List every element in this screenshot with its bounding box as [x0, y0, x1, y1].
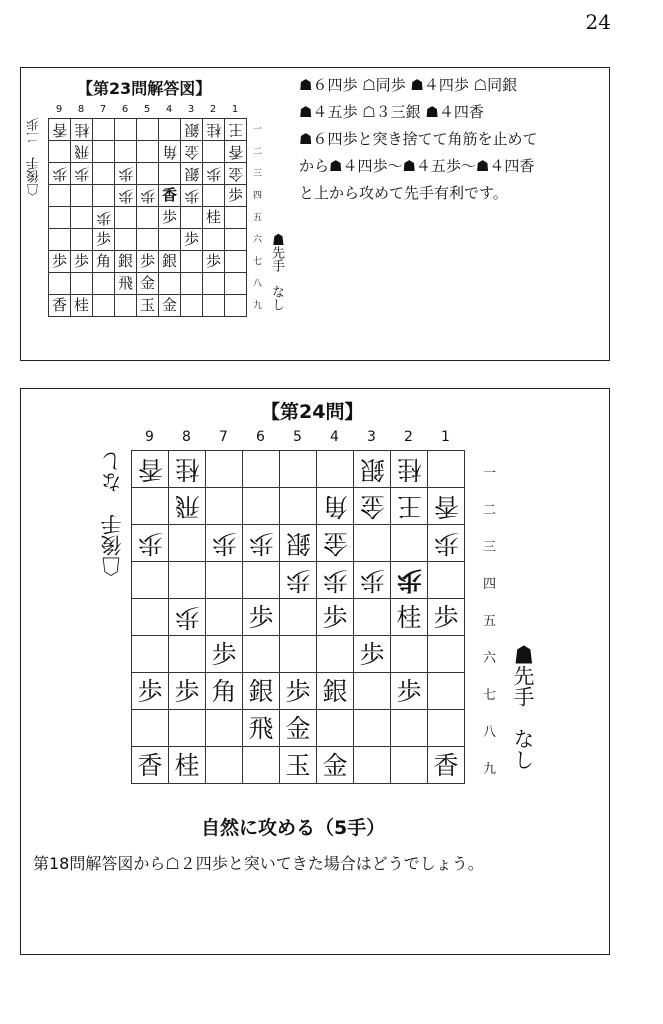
- gote-piece: 歩: [132, 525, 169, 562]
- sente-piece: 銀: [317, 673, 354, 710]
- empty-square: [317, 636, 354, 673]
- row-label: 九: [253, 301, 263, 311]
- gote-piece: 桂: [169, 451, 206, 488]
- sente-piece: 歩: [428, 599, 465, 636]
- row-label: 八: [253, 279, 263, 289]
- problem23-title: 【第23問解答図】: [77, 79, 212, 98]
- sente-piece: 銀: [115, 251, 137, 273]
- empty-square: [225, 251, 247, 273]
- sente-piece: 角: [206, 673, 243, 710]
- sente-piece: 金: [159, 295, 181, 317]
- empty-square: [391, 710, 428, 747]
- gote-piece: 歩: [71, 163, 93, 185]
- gote-piece: 王: [225, 119, 247, 141]
- empty-square: [115, 119, 137, 141]
- gote-piece: 飛: [169, 488, 206, 525]
- empty-square: [132, 599, 169, 636]
- empty-square: [181, 273, 203, 295]
- sente-piece: 玉: [137, 295, 159, 317]
- empty-square: [354, 599, 391, 636]
- sente-piece: 桂: [169, 747, 206, 784]
- empty-square: [225, 229, 247, 251]
- gote-piece: 歩: [137, 185, 159, 207]
- empty-square: [93, 185, 115, 207]
- gote-piece: 歩: [354, 562, 391, 599]
- column-label: 2: [209, 104, 217, 115]
- empty-square: [115, 141, 137, 163]
- gote-piece: 香: [428, 488, 465, 525]
- sente-piece: 飛: [243, 710, 280, 747]
- empty-square: [132, 562, 169, 599]
- empty-square: [115, 229, 137, 251]
- empty-square: [428, 562, 465, 599]
- gote-piece: 歩: [206, 525, 243, 562]
- row-label: 一: [253, 125, 263, 135]
- empty-square: [71, 229, 93, 251]
- gote-piece: 飛: [71, 141, 93, 163]
- row-label: 四: [253, 191, 263, 201]
- empty-square: [137, 163, 159, 185]
- empty-square: [181, 295, 203, 317]
- gote-piece: 銀: [181, 119, 203, 141]
- sente-piece: 歩: [132, 673, 169, 710]
- empty-square: [169, 710, 206, 747]
- empty-square: [354, 525, 391, 562]
- sente-piece: 歩: [317, 599, 354, 636]
- problem23-explanation-line: から☗４四歩～☗４五歩～☗４四香: [299, 157, 535, 175]
- column-label: 9: [55, 104, 63, 115]
- column-label: 4: [165, 104, 173, 115]
- empty-square: [132, 710, 169, 747]
- sente-piece: 金: [280, 710, 317, 747]
- gote-piece: 歩: [181, 185, 203, 207]
- board-rank: [132, 451, 465, 488]
- row-label: 三: [253, 169, 263, 179]
- empty-square: [49, 273, 71, 295]
- board-rank: [49, 119, 247, 141]
- board-rank: [132, 747, 465, 784]
- empty-square: [49, 229, 71, 251]
- board-rank: [49, 273, 247, 295]
- gote-piece: 角: [317, 488, 354, 525]
- column-label: 3: [367, 429, 376, 445]
- row-label: 三: [483, 539, 497, 555]
- gote-piece: 歩: [243, 525, 280, 562]
- problem23-board: [48, 118, 247, 317]
- gote-piece: 金: [181, 141, 203, 163]
- empty-square: [243, 747, 280, 784]
- row-label: 五: [483, 613, 497, 629]
- sente-piece: 歩: [49, 251, 71, 273]
- board-rank: [132, 710, 465, 747]
- empty-square: [169, 525, 206, 562]
- problem23-answer: [299, 72, 537, 207]
- gote-piece: 歩: [49, 163, 71, 185]
- empty-square: [317, 710, 354, 747]
- empty-square: [93, 273, 115, 295]
- sente-piece: 香: [49, 295, 71, 317]
- board-rank: [49, 141, 247, 163]
- sente-piece: 桂: [203, 207, 225, 229]
- empty-square: [280, 599, 317, 636]
- empty-square: [71, 273, 93, 295]
- board-rank: [132, 673, 465, 710]
- empty-square: [225, 295, 247, 317]
- gote-piece: 桂: [203, 119, 225, 141]
- empty-square: [243, 562, 280, 599]
- sente-piece: 香: [159, 185, 181, 207]
- sente-piece: 歩: [354, 636, 391, 673]
- sente-piece: 玉: [280, 747, 317, 784]
- empty-square: [115, 207, 137, 229]
- gote-piece: 歩: [93, 207, 115, 229]
- empty-square: [243, 636, 280, 673]
- gote-piece: 歩: [203, 163, 225, 185]
- sente-piece: 歩: [159, 207, 181, 229]
- column-label: 1: [441, 429, 450, 445]
- row-label: 七: [253, 257, 263, 267]
- empty-square: [206, 710, 243, 747]
- empty-square: [49, 185, 71, 207]
- sente-piece: 歩: [203, 251, 225, 273]
- gote-piece: 歩: [115, 163, 137, 185]
- gote-piece: 歩: [391, 562, 428, 599]
- sente-piece: 香: [132, 747, 169, 784]
- column-label: 1: [231, 104, 239, 115]
- column-label: 9: [145, 429, 154, 445]
- empty-square: [181, 207, 203, 229]
- gote-piece: 歩: [115, 185, 137, 207]
- column-label: 6: [256, 429, 265, 445]
- empty-square: [137, 119, 159, 141]
- empty-square: [93, 141, 115, 163]
- empty-square: [49, 207, 71, 229]
- board-rank: [49, 163, 247, 185]
- row-label: 八: [483, 724, 497, 740]
- empty-square: [203, 141, 225, 163]
- gote-piece: 歩: [280, 562, 317, 599]
- row-label: 七: [483, 687, 497, 703]
- sente-piece: 銀: [243, 673, 280, 710]
- problem24-hint: 自然に攻める（5手）: [201, 817, 386, 839]
- empty-square: [243, 488, 280, 525]
- problem24-title: 【第24問】: [261, 401, 364, 423]
- gote-piece: 銀: [280, 525, 317, 562]
- row-label: 六: [483, 650, 497, 666]
- row-label: 二: [483, 502, 497, 518]
- gote-piece: 金: [225, 163, 247, 185]
- sente-piece: 香: [428, 747, 465, 784]
- page-number: 24: [585, 10, 611, 34]
- empty-square: [159, 273, 181, 295]
- empty-square: [243, 451, 280, 488]
- empty-square: [354, 747, 391, 784]
- gote-piece: 香: [49, 119, 71, 141]
- column-label: 6: [121, 104, 129, 115]
- sente-piece: 歩: [391, 673, 428, 710]
- gote-piece: 香: [132, 451, 169, 488]
- board-rank: [132, 636, 465, 673]
- gote-piece: 金: [317, 525, 354, 562]
- row-label: 四: [483, 576, 497, 592]
- empty-square: [428, 710, 465, 747]
- board-rank: [49, 251, 247, 273]
- gote-piece: 桂: [391, 451, 428, 488]
- empty-square: [115, 295, 137, 317]
- row-label: 一: [483, 465, 497, 481]
- empty-square: [203, 273, 225, 295]
- empty-square: [354, 710, 391, 747]
- empty-square: [428, 673, 465, 710]
- row-label: 二: [253, 147, 263, 157]
- empty-square: [206, 488, 243, 525]
- problem23-gote-hand: ☖後手 二歩: [27, 118, 42, 196]
- empty-square: [71, 207, 93, 229]
- empty-square: [203, 185, 225, 207]
- gote-piece: 銀: [181, 163, 203, 185]
- empty-square: [93, 295, 115, 317]
- problem24-question: 第18問解答図から☖２四歩と突いてきた場合はどうでしょう。: [33, 854, 484, 873]
- empty-square: [225, 207, 247, 229]
- empty-square: [203, 295, 225, 317]
- sente-piece: 銀: [159, 251, 181, 273]
- empty-square: [132, 488, 169, 525]
- empty-square: [391, 525, 428, 562]
- sente-piece: 歩: [169, 673, 206, 710]
- board-rank: [49, 295, 247, 317]
- empty-square: [206, 562, 243, 599]
- board-rank: [132, 562, 465, 599]
- column-label: 8: [182, 429, 191, 445]
- empty-square: [428, 636, 465, 673]
- empty-square: [137, 207, 159, 229]
- column-label: 8: [77, 104, 85, 115]
- column-label: 2: [404, 429, 413, 445]
- problem24-gote-hand: ☖後手 なし: [100, 451, 124, 577]
- empty-square: [206, 747, 243, 784]
- sente-piece: 金: [137, 273, 159, 295]
- empty-square: [206, 599, 243, 636]
- column-label: 5: [143, 104, 151, 115]
- sente-piece: 歩: [243, 599, 280, 636]
- empty-square: [391, 747, 428, 784]
- board-rank: [49, 229, 247, 251]
- empty-square: [280, 451, 317, 488]
- sente-piece: 歩: [137, 251, 159, 273]
- problem24-panel: [20, 388, 610, 955]
- problem23-explanation-line: と上から攻めて先手有利です。: [299, 184, 508, 202]
- sente-piece: 歩: [93, 229, 115, 251]
- sente-piece: 歩: [206, 636, 243, 673]
- gote-piece: 銀: [354, 451, 391, 488]
- sente-piece: 角: [93, 251, 115, 273]
- sente-piece: 飛: [115, 273, 137, 295]
- empty-square: [280, 636, 317, 673]
- empty-square: [49, 141, 71, 163]
- gote-piece: 桂: [71, 119, 93, 141]
- empty-square: [132, 636, 169, 673]
- row-label: 六: [253, 235, 263, 245]
- empty-square: [181, 251, 203, 273]
- column-label: 7: [219, 429, 228, 445]
- empty-square: [159, 119, 181, 141]
- empty-square: [159, 229, 181, 251]
- empty-square: [354, 673, 391, 710]
- sente-piece: 歩: [280, 673, 317, 710]
- problem24-board: [131, 450, 465, 784]
- board-rank: [132, 599, 465, 636]
- sente-piece: 歩: [225, 185, 247, 207]
- row-label: 五: [253, 213, 263, 223]
- gote-piece: 角: [159, 141, 181, 163]
- empty-square: [93, 119, 115, 141]
- problem23-move-line: ☗６四歩 ☖同歩 ☗４四歩 ☖同銀: [299, 76, 518, 94]
- empty-square: [169, 636, 206, 673]
- sente-piece: 歩: [71, 251, 93, 273]
- gote-piece: 王: [391, 488, 428, 525]
- row-label: 九: [483, 761, 497, 777]
- gote-piece: 香: [225, 141, 247, 163]
- gote-piece: 歩: [317, 562, 354, 599]
- empty-square: [169, 562, 206, 599]
- empty-square: [159, 163, 181, 185]
- board-rank: [49, 185, 247, 207]
- column-label: 3: [187, 104, 195, 115]
- gote-piece: 金: [354, 488, 391, 525]
- sente-piece: 桂: [71, 295, 93, 317]
- board-rank: [132, 525, 465, 562]
- empty-square: [203, 229, 225, 251]
- sente-piece: 桂: [391, 599, 428, 636]
- gote-piece: 歩: [428, 525, 465, 562]
- column-label: 7: [99, 104, 107, 115]
- problem23-panel: [20, 67, 610, 361]
- empty-square: [206, 451, 243, 488]
- board-rank: [49, 207, 247, 229]
- empty-square: [428, 451, 465, 488]
- sente-piece: 金: [317, 747, 354, 784]
- empty-square: [391, 636, 428, 673]
- sente-piece: 歩: [181, 229, 203, 251]
- empty-square: [137, 141, 159, 163]
- problem23-move-line: ☗４五歩 ☖３三銀 ☗４四香: [299, 103, 484, 121]
- problem23-sente-hand: ☗先手 なし: [269, 233, 284, 311]
- empty-square: [71, 185, 93, 207]
- problem23-explanation-line: ☗６四歩と突き捨てて角筋を止めて: [299, 130, 538, 148]
- empty-square: [317, 451, 354, 488]
- empty-square: [93, 163, 115, 185]
- column-label: 4: [330, 429, 339, 445]
- board-rank: [132, 488, 465, 525]
- problem24-sente-hand: ☗先手 なし: [511, 644, 535, 770]
- empty-square: [137, 229, 159, 251]
- column-label: 5: [293, 429, 302, 445]
- gote-piece: 歩: [169, 599, 206, 636]
- empty-square: [280, 488, 317, 525]
- empty-square: [225, 273, 247, 295]
